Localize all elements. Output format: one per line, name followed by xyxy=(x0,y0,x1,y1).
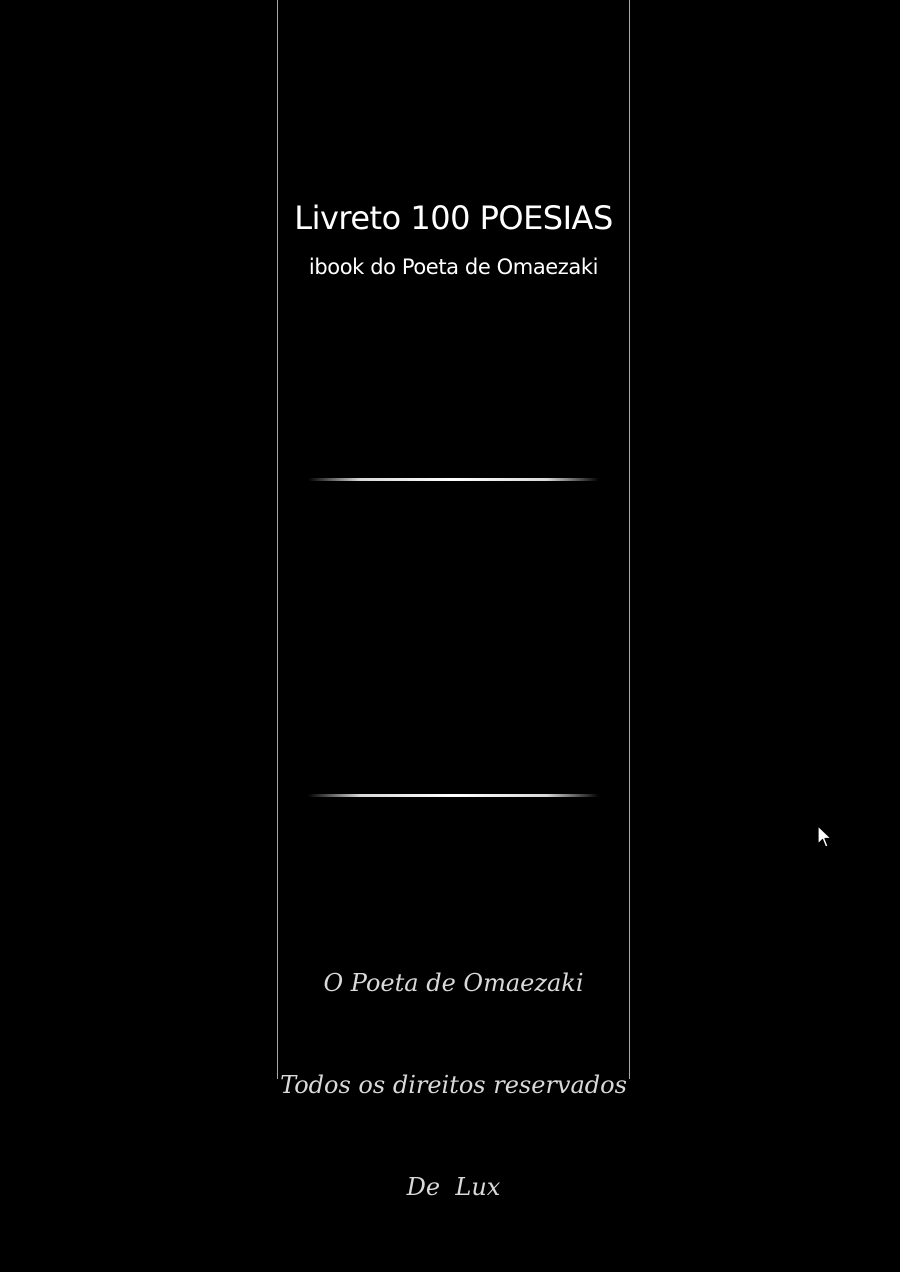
book-subtitle: ibook do Poeta de Omaezaki xyxy=(308,255,599,279)
book-page[interactable] xyxy=(277,0,630,1201)
credits-author: O Poeta de Omaezaki xyxy=(323,969,584,997)
credits-publisher: De Lux xyxy=(406,1173,501,1201)
bottom-divider xyxy=(308,794,599,797)
credits-block xyxy=(278,898,629,1272)
mouse-pointer-icon xyxy=(817,825,833,849)
top-divider xyxy=(308,478,599,481)
book-title: Livreto 100 POESIAS xyxy=(294,199,613,237)
credits-rights: Todos os direitos reservados xyxy=(280,1071,627,1099)
